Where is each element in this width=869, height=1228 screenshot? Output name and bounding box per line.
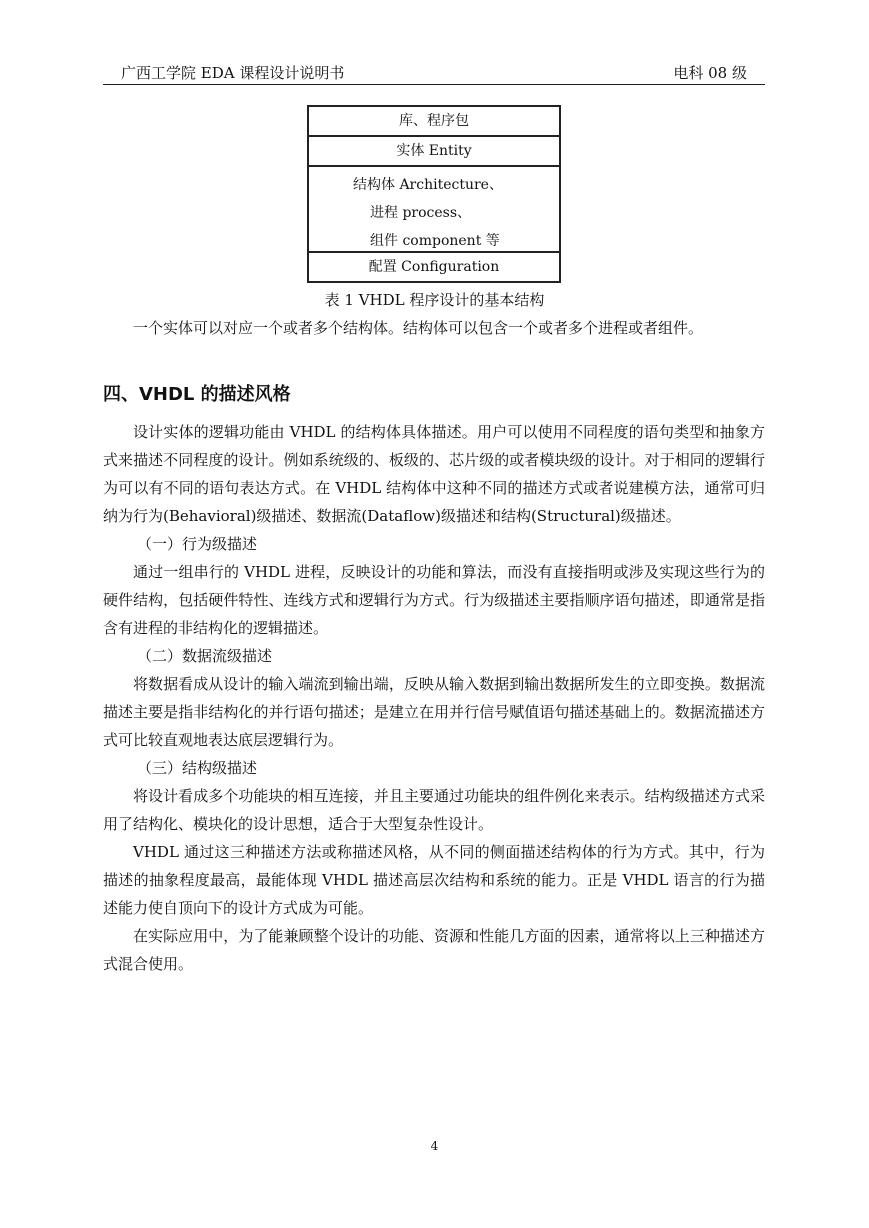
- table-row-configuration: 配置 Configuration: [368, 259, 500, 275]
- table-row-architecture: [309, 167, 559, 253]
- paragraph-description-styles: 设计实体的逻辑功能由 VHDL 的结构体具体描述。用户可以使用不同程度的语句类型和抽象方式来描述不同程度的设计。例如系统级的、板级的、芯片级的或者模块级的设计。对于相同的逻辑行为可以有不同的语句表达方式。在 VHDL 结构体中这种不同的描述方式或者说建模方法，通常可归纳为行为(Behavioral)级描述、数据流(Dataflow)级描述和结构(Structural)级描述。: [103, 423, 765, 525]
- table-row-entity: 实体 Entity: [309, 137, 559, 167]
- page-number: 4: [430, 1139, 439, 1153]
- page-header: [103, 60, 765, 85]
- intro-text: [103, 314, 765, 342]
- paragraph-entity-architecture: 一个实体可以对应一个或者多个结构体。结构体可以包含一个或者多个进程或者组件。: [133, 319, 704, 337]
- section-heading: 四、VHDL 的描述风格: [103, 384, 291, 405]
- vhdl-structure-table: [307, 105, 561, 283]
- subheading-behavioral: （一）行为级描述: [137, 535, 258, 553]
- paragraph-dataflow: 将数据看成从设计的输入端流到输出端，反映从输入数据到输出数据所发生的立即变换。数据流描述主要是指非结构化的并行语句描述；是建立在用并行信号赋值语句描述基础上的。数据流描述方式可比较直观地表达底层逻辑行为。: [103, 675, 765, 749]
- paragraph-structural: 将设计看成多个功能块的相互连接，并且主要通过功能块的组件例化来表示。结构级描述方式采用了结构化、模块化的设计思想，适合于大型复杂性设计。: [103, 787, 765, 833]
- section-body: [103, 418, 765, 978]
- subheading-dataflow: （二）数据流级描述: [137, 647, 273, 665]
- table-line-process: 进程 process、: [370, 205, 472, 221]
- paragraph-vhdl-methods: VHDL 通过这三种描述方法或称描述风格，从不同的侧面描述结构体的行为方式。其中，行为描述的抽象程度最高，最能体现 VHDL 描述高层次结构和系统的能力。正是 VHDL 语言的行为描述能力使自顶向下的设计方式成为可能。: [103, 843, 765, 917]
- table-row-library: 库、程序包: [309, 107, 559, 137]
- subheading-structural: （三）结构级描述: [137, 759, 258, 777]
- table-line-component: 组件 component 等: [370, 233, 500, 249]
- paragraph-mixed-use: 在实际应用中，为了能兼顾整个设计的功能、资源和性能几方面的因素，通常将以上三种描述方式混合使用。: [103, 927, 765, 973]
- table-line-architecture: 结构体 Architecture、: [353, 177, 503, 193]
- header-class: 电科 08 级: [673, 64, 747, 82]
- paragraph-behavioral: 通过一组串行的 VHDL 进程，反映设计的功能和算法，而没有直接指明或涉及实现这些行为的硬件结构，包括硬件特性、连线方式和逻辑行为方式。行为级描述主要指顺序语句描述，即通常是指含有进程的非结构化的逻辑描述。: [103, 563, 765, 637]
- header-title: 广西工学院 EDA 课程设计说明书: [121, 64, 345, 82]
- table-caption: 表 1 VHDL 程序设计的基本结构: [324, 291, 545, 309]
